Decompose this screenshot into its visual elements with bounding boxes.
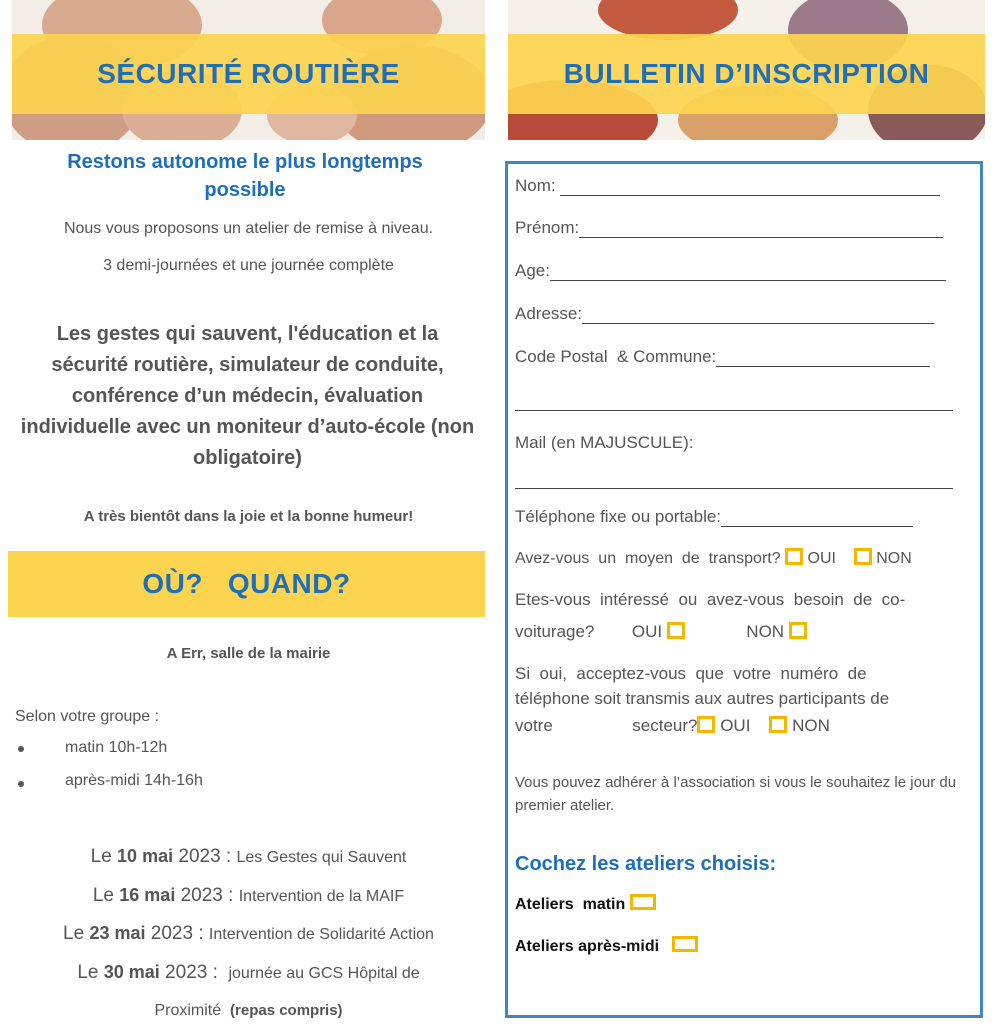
covoiturage-oui-checkbox[interactable] [667,622,685,639]
question-phone-3: votre secteur? OUI NON [515,716,830,735]
mail-line[interactable] [515,472,953,489]
adresse-line[interactable] [582,305,934,324]
program-text: Les gestes qui sauvent, l'éducation et la sécurité routière, simulateur de conduite, conférence d’un médecin, évaluation individuelle avec un moniteur d’auto-école (non obligatoire) [20,323,475,469]
question-covoiturage-2: voiturage? OUI NON [515,622,807,642]
field-code-postal[interactable]: Code Postal & Commune: [515,347,930,367]
ateliers-title: Cochez les ateliers choisis: [515,853,777,875]
question-transport: Avez-vous un moyen de transport? OUI NON [515,550,912,567]
nom-line[interactable] [560,177,940,196]
sessions [12,838,485,1030]
cp-line-2[interactable] [515,394,953,411]
phone-non-checkbox[interactable] [769,716,787,733]
field-telephone[interactable]: Téléphone fixe ou portable: [515,507,913,527]
place-text: A Err, salle de la mairie [166,645,331,662]
banner-title: SÉCURITÉ ROUTIÈRE [97,58,400,89]
banner-securite-routiere [12,34,485,114]
field-adresse[interactable]: Adresse: [515,304,934,324]
field-age[interactable]: Age: [515,261,946,281]
transport-oui-checkbox[interactable] [785,548,803,565]
question-phone-1: Si oui, acceptez-vous que votre numéro de [515,664,867,683]
atelier-apres-midi: Ateliers après-midi [515,936,698,956]
closing-text: A très bientôt dans la joie et la bonne humeur! [83,508,414,525]
prenom-line[interactable] [579,219,943,238]
banner-title: OÙ? QUAND? [142,568,351,599]
session-4: Le 30 mai 2023 : journée au GCS Hôpital de [77,961,420,983]
intro-text-2: 3 demi-journées et une journée complète [103,257,394,274]
session-3: Le 23 mai 2023 : Intervention de Solidarité Action [63,923,434,944]
question-covoiturage: Etes-vous intéressé ou avez-vous besoin de co- [515,590,906,609]
atelier-apres-midi-checkbox[interactable] [672,936,698,952]
banner-ou-quand [8,551,485,617]
covoiturage-non-checkbox[interactable] [789,622,807,639]
intro-text-1: Nous vous proposons un atelier de remise à niveau. [63,220,434,237]
field-nom[interactable]: Nom: [515,176,940,196]
transport-non-checkbox[interactable] [854,548,872,565]
atelier-matin-checkbox[interactable] [630,894,656,910]
banner-title: BULLETIN D’INSCRIPTION [563,58,930,89]
field-prenom[interactable]: Prénom: [515,218,943,238]
session-2: Le 16 mai 2023 : Intervention de la MAIF [92,884,405,906]
bullet-icon [18,746,24,752]
atelier-matin: Ateliers matin [515,894,656,914]
bullet-icon [18,781,24,787]
banner-bulletin [508,34,985,114]
cp-line[interactable] [716,348,930,367]
group-label: Selon votre groupe : [15,708,160,725]
session-4-line2: Proximité (repas compris) [154,1002,343,1019]
session-1: Le 10 mai 2023 : Les Gestes qui Sauvent [90,846,407,867]
adhesion-text: Vous pouvez adhérer à l’association si vous le souhaitez le jour du premier atelier. [515,774,957,814]
subtitle: Restons autonome le plus longtemps possible [67,151,423,201]
phone-oui-checkbox[interactable] [697,716,715,733]
question-phone-2: téléphone soit transmis aux autres participants de [515,689,890,708]
field-mail: Mail (en MAJUSCULE): [515,433,694,452]
tel-line[interactable] [721,508,913,527]
age-line[interactable] [550,262,946,281]
